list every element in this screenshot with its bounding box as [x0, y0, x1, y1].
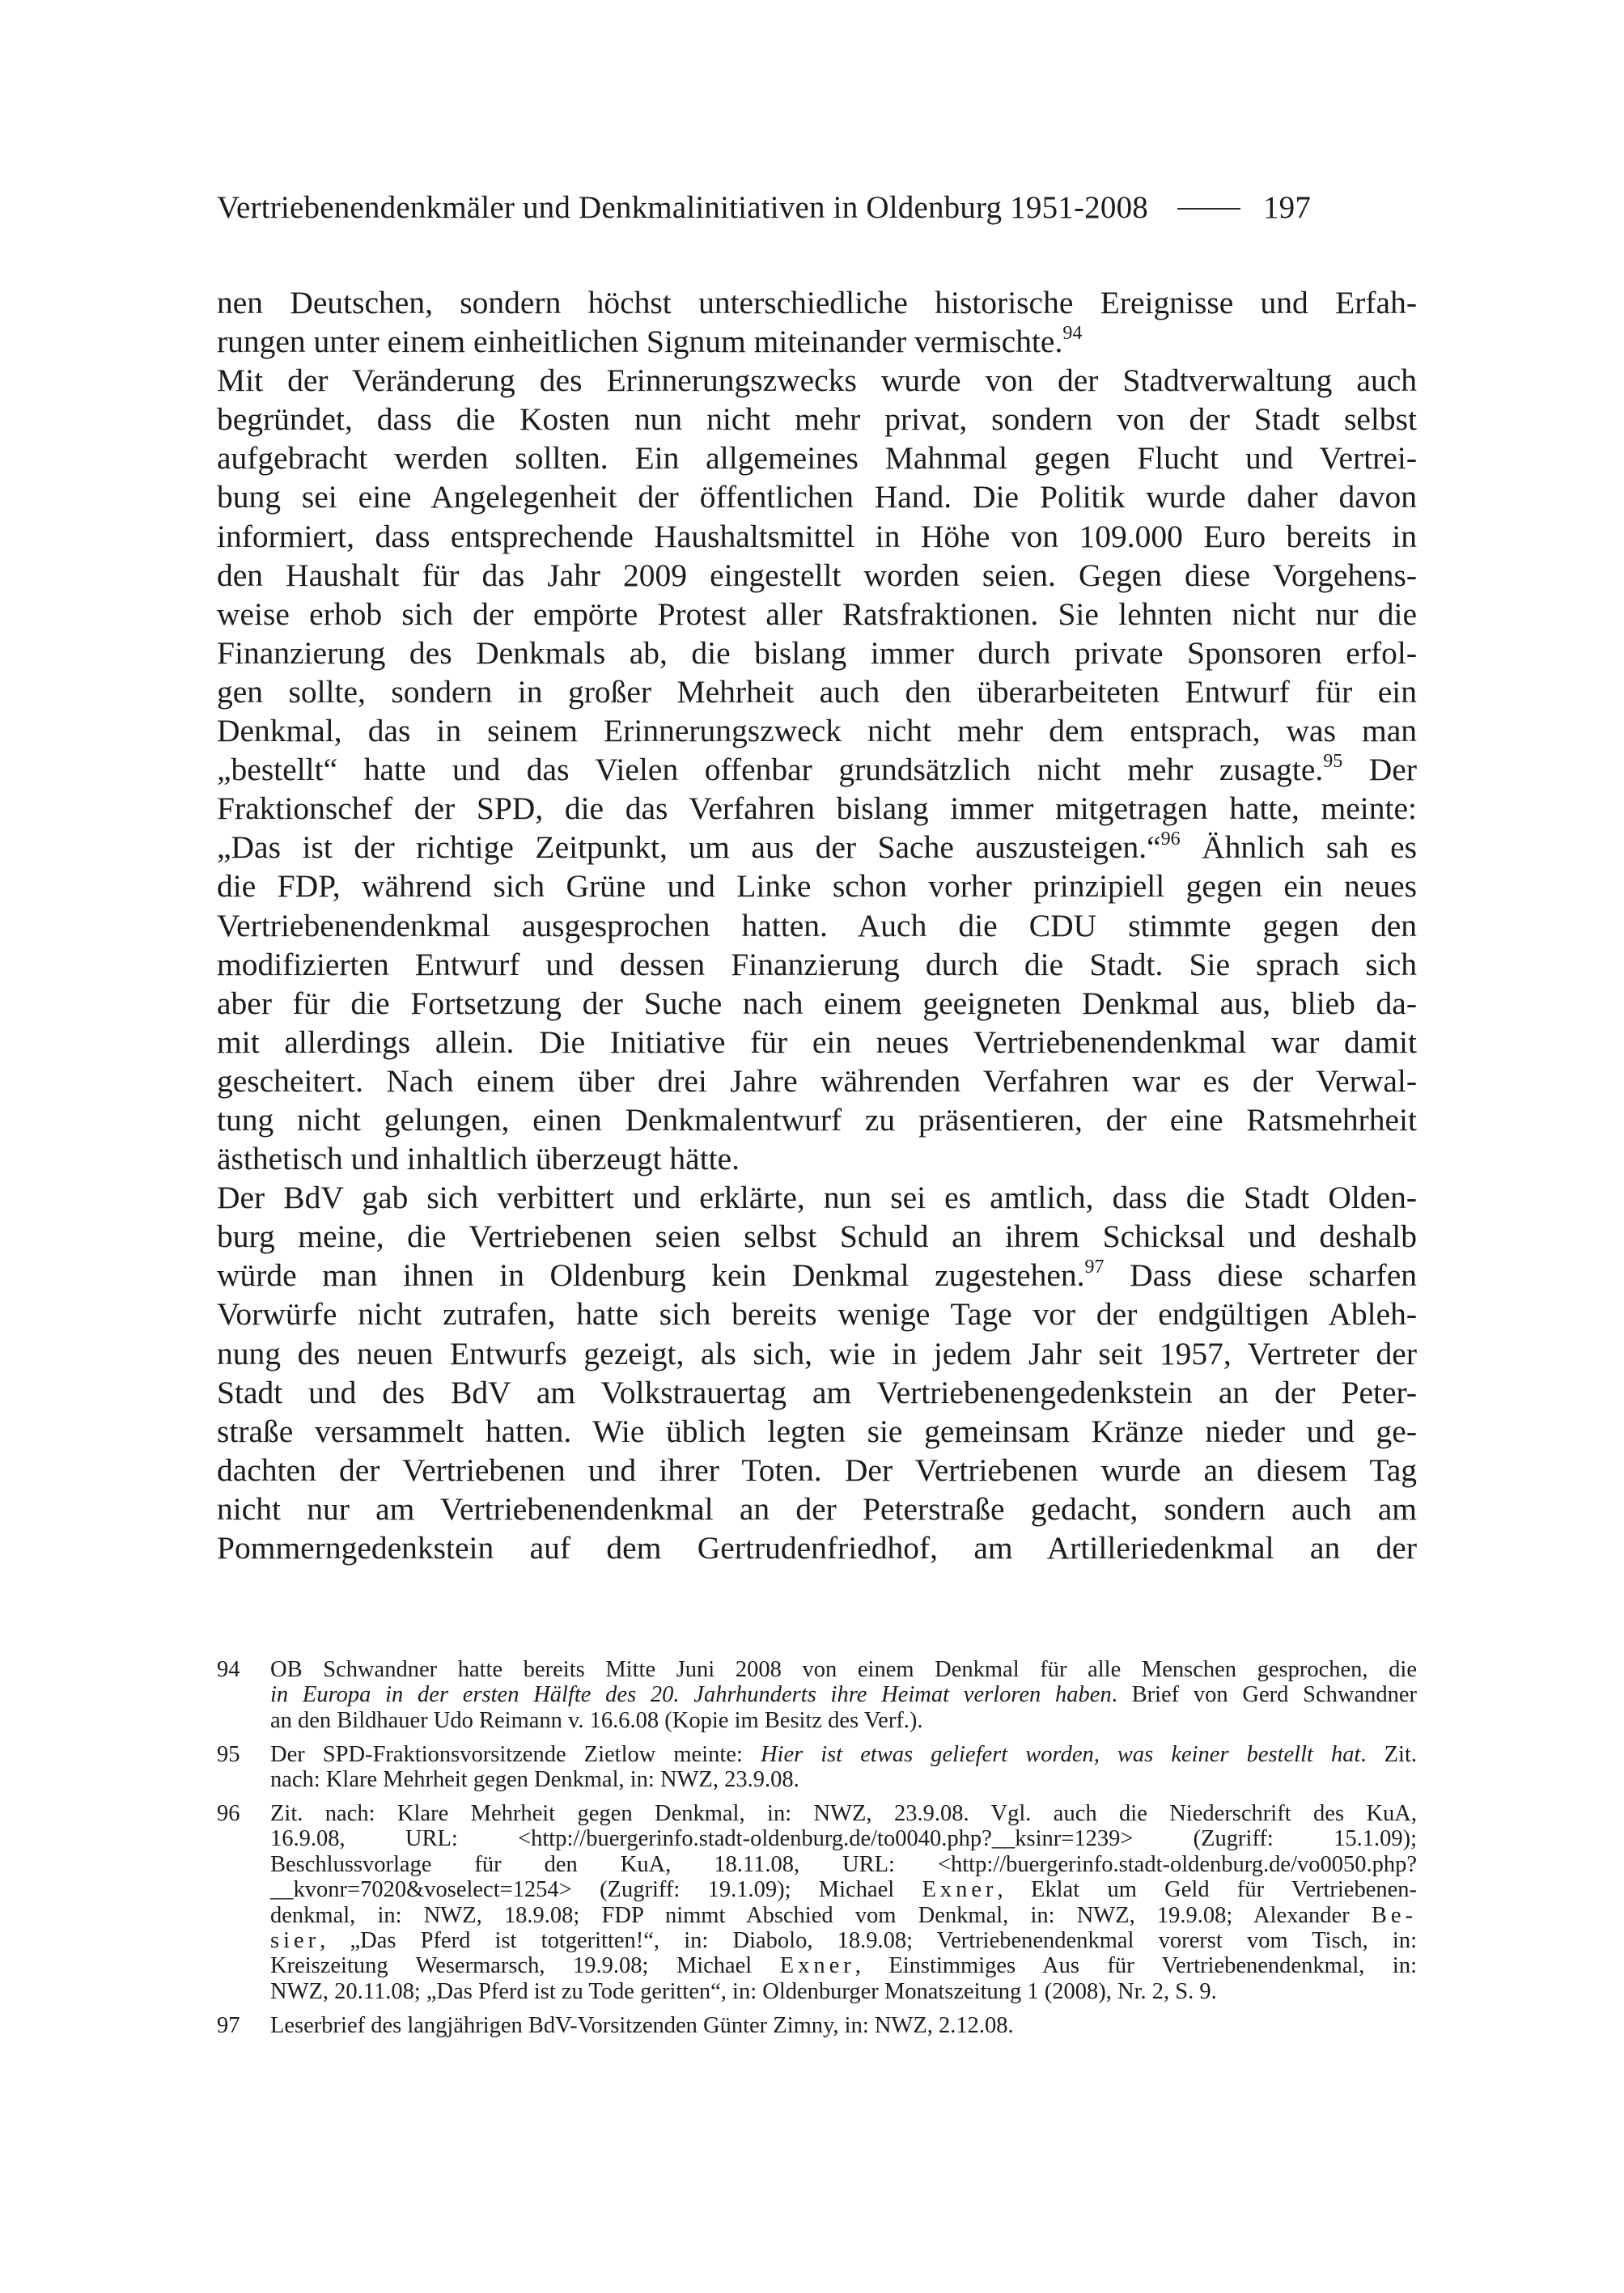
italic-text: in Europa in der ersten Hälfte des 20. Jahrhunderts ihre Heimat verloren haben: [270, 1682, 1112, 1708]
text-line: [217, 1178, 1417, 1217]
text-run: ästhetisch und inhaltlich überzeugt hätte.: [217, 1141, 740, 1177]
text-run: „bestellt“ hatte und das Vielen offenbar grundsätzlich nicht mehr zusagte.: [217, 752, 1324, 788]
text-line: [217, 283, 1417, 322]
text-line: [217, 1373, 1417, 1412]
text-line: [217, 1490, 1417, 1528]
text-run: . Brief von Gerd Schwandner: [1111, 1682, 1418, 1708]
text-line: [217, 1023, 1417, 1062]
text-run: Dass diese scharfen: [1104, 1257, 1417, 1294]
paragraph: [217, 283, 1417, 361]
running-head: [217, 183, 1417, 231]
running-head-title: Vertriebenendenkmäler und Denkmalinitiativen in Oldenburg 1951-2008: [217, 189, 1148, 225]
footnote-line: [270, 1928, 1417, 1953]
footnote-number: 96: [217, 1801, 240, 1827]
author-name: Be-: [1371, 1902, 1417, 1928]
text-run: , „Das Pferd ist totgeritten!“, in: Diabolo, 18.9.08; Vertriebenendenkmal vorerst vom Tisch, in:: [320, 1928, 1417, 1954]
text-line: [217, 477, 1417, 516]
text-line: [217, 634, 1417, 672]
text-line: [217, 867, 1417, 905]
text-run: Kreiszeitung Wesermarsch, 19.9.08; Michael: [270, 1953, 780, 1979]
footnote-line: [270, 1657, 1417, 1682]
paragraph: [217, 361, 1417, 1178]
text-line: [217, 789, 1417, 828]
footnote-line: [270, 1903, 1417, 1928]
author-name: sier: [270, 1928, 320, 1954]
text-run: Der: [1342, 752, 1417, 788]
text-line: [217, 1295, 1417, 1333]
footnote-reference: 95: [1323, 750, 1343, 772]
footnote-reference: 96: [1160, 829, 1181, 850]
text-run: Beschlussvorlage für den KuA, 18.11.08, URL: <http://buergerinfo.stadt-oldenburg.de/vo0050.php?: [270, 1851, 1417, 1877]
text-run: die FDP, während sich Grüne und Linke schon vorher prinzipiell gegen ein neues: [217, 868, 1417, 905]
text-run: aufgebracht werden sollten. Ein allgemeines Mahnmal gegen Flucht und Vertrei-: [217, 440, 1417, 477]
text-line: [217, 750, 1417, 789]
text-run: denkmal, in: NWZ, 18.9.08; FDP nimmt Abschied vom Denkmal, in: NWZ, 19.9.08; Alexander: [270, 1902, 1372, 1928]
page-number: 197: [1262, 189, 1312, 225]
author-name: Exner: [779, 1953, 855, 1979]
footnote-line: [270, 1682, 1417, 1707]
footnote-line: [270, 2013, 1417, 2038]
footnote-line: [270, 1767, 1417, 1792]
text-line: [217, 400, 1417, 439]
text-run: den Haushalt für das Jahr 2009 eingestellt worden seien. Gegen diese Vorgehens-: [217, 557, 1417, 593]
text-run: OB Schwandner hatte bereits Mitte Juni 2008 von einem Denkmal für alle Menschen gesprochen, die: [270, 1657, 1417, 1682]
text-run: , Einstimmiges Aus für Vertriebenendenkmal, in:: [854, 1953, 1417, 1979]
text-run: an den Bildhauer Udo Reimann v. 16.6.08 (Kopie im Besitz des Verf.).: [270, 1707, 923, 1733]
text-run: Der SPD-Fraktionsvorsitzende Zietlow meinte:: [270, 1741, 761, 1767]
text-line: [217, 595, 1417, 634]
text-run: nen Deutschen, sondern höchst unterschiedliche historische Ereignisse und Erfah-: [217, 285, 1417, 320]
text-run: begründet, dass die Kosten nun nicht mehr privat, sondern von der Stadt selbst: [217, 401, 1417, 438]
text-run: NWZ, 20.11.08; „Das Pferd ist zu Tode geritten“, in: Oldenburger Monatszeitung 1 (2008), Nr. 2, S. 9.: [270, 1978, 1217, 2004]
text-line: [217, 984, 1417, 1023]
footnote-text: [270, 1801, 1417, 2004]
text-run: 16.9.08, URL: <http://buergerinfo.stadt-oldenburg.de/to0040.php?__ksinr=1239> (Zugriff: 15.1.09);: [270, 1826, 1417, 1852]
text-run: Zit. nach: Klare Mehrheit gegen Denkmal, in: NWZ, 23.9.08. Vgl. auch die Niederschrift des KuA,: [270, 1801, 1417, 1827]
text-run: Stadt und des BdV am Volkstrauertag am Vertriebenengedenkstein an der Peter-: [217, 1374, 1417, 1410]
text-run: Der BdV gab sich verbittert und erklärte, nun sei es amtlich, dass die Stadt Olden-: [217, 1180, 1417, 1216]
footnote: [217, 1657, 1417, 1733]
text-run: weise erhob sich der empörte Protest aller Ratsfraktionen. Sie lehnten nicht nur die: [217, 596, 1417, 632]
text-run: bung sei eine Angelegenheit der öffentlichen Hand. Die Politik wurde daher davon: [217, 479, 1417, 515]
footnote-line: [270, 1953, 1417, 1978]
text-run: „Das ist der richtige Zeitpunkt, um aus der Sache auszusteigen.“: [217, 829, 1161, 866]
italic-text: Hier ist etwas geliefert worden, was keiner bestellt hat: [760, 1741, 1361, 1767]
footnote: [217, 1801, 1417, 2004]
text-run: informiert, dass entsprechende Haushaltsmittel in Höhe von 109.000 Euro bereits in: [217, 518, 1417, 554]
footnote: [217, 2013, 1417, 2038]
footnote-line: [270, 1801, 1417, 1826]
footnote-line: [270, 1852, 1417, 1877]
text-line: [217, 1217, 1417, 1256]
text-run: dachten der Vertriebenen und ihrer Toten. Der Vertriebenen wurde an diesem Tag: [217, 1452, 1417, 1488]
footnote-reference: 97: [1084, 1257, 1105, 1278]
text-run: Finanzierung des Denkmals ab, die bislang immer durch private Sponsoren erfol-: [217, 634, 1417, 671]
text-run: mit allerdings allein. Die Initiative für ein neues Vertriebenendenkmal war damit: [217, 1024, 1417, 1060]
author-name: Exner: [922, 1877, 998, 1903]
text-run: Fraktionschef der SPD, die das Verfahren bislang immer mitgetragen hatte, meinte:: [217, 790, 1417, 827]
text-run: , Eklat um Geld für Vertriebenen-: [997, 1877, 1417, 1903]
footnote-line: [270, 1826, 1417, 1851]
footnote-line: [270, 1877, 1417, 1902]
text-run: nicht nur am Vertriebenendenkmal an der Peterstraße gedacht, sondern auch am: [217, 1490, 1417, 1527]
text-line: [217, 1256, 1417, 1295]
text-run: Vertriebenendenkmal ausgesprochen hatten. Auch die CDU stimmte gegen den: [217, 907, 1417, 943]
text-line: [217, 556, 1417, 595]
text-line: [217, 517, 1417, 556]
text-run: Vorwürfe nicht zutrafen, hatte sich bereits wenige Tage vor der endgültigen Ableh-: [217, 1296, 1417, 1333]
paragraph: [217, 1178, 1417, 1567]
text-line: [217, 1100, 1417, 1139]
text-run: gescheitert. Nach einem über drei Jahre währenden Verfahren war es der Verwal-: [217, 1062, 1417, 1099]
text-run: Ähnlich sah es: [1180, 829, 1417, 866]
text-line: [217, 1528, 1417, 1567]
footnote-number: 95: [217, 1741, 240, 1767]
text-line: [217, 1412, 1417, 1451]
footnote-text: [270, 1742, 1417, 1793]
text-run: tung nicht gelungen, einen Denkmalentwurf zu präsentieren, der eine Ratsmehrheit: [217, 1101, 1417, 1138]
body-text: [217, 283, 1417, 1567]
text-line: [217, 439, 1417, 477]
text-line: [217, 945, 1417, 984]
text-line: [217, 828, 1417, 867]
text-line: [217, 361, 1417, 400]
footnote-text: [270, 2013, 1417, 2038]
text-line: [217, 906, 1417, 945]
text-line: [217, 1451, 1417, 1490]
text-run: Pommerngedenkstein auf dem Gertrudenfriedhof, am Artilleriedenkmal an der: [217, 1530, 1417, 1566]
footnote-number: 94: [217, 1657, 240, 1682]
text-run: straße versammelt hatten. Wie üblich legten sie gemeinsam Kränze nieder und ge-: [217, 1413, 1417, 1449]
footnote: [217, 1742, 1417, 1793]
text-run: burg meine, die Vertriebenen seien selbst Schuld an ihrem Schicksal und deshalb: [217, 1219, 1417, 1255]
text-run: Leserbrief des langjährigen BdV-Vorsitzenden Günter Zimny, in: NWZ, 2.12.08.: [270, 2012, 1014, 2038]
text-run: gen sollte, sondern in großer Mehrheit auch den überarbeiteten Entwurf für ein: [217, 673, 1417, 710]
text-line: [217, 1139, 1417, 1178]
text-run: Mit der Veränderung des Erinnerungszwecks wurde von der Stadtverwaltung auch: [217, 362, 1417, 399]
text-line: [217, 672, 1417, 711]
footnote-line: [270, 1979, 1417, 2004]
text-line: [217, 711, 1417, 750]
text-run: aber für die Fortsetzung der Suche nach einem geeigneten Denkmal aus, blieb da-: [217, 985, 1417, 1021]
text-run: würde man ihnen in Oldenburg kein Denkmal zugestehen.: [217, 1257, 1085, 1294]
text-run: __kvonr=7020&voselect=1254> (Zugriff: 19.1.09); Michael: [270, 1877, 922, 1903]
footnote-reference: 94: [1062, 322, 1083, 344]
running-head-rule: [1177, 208, 1240, 210]
text-run: rungen unter einem einheitlichen Signum miteinander vermischte.: [217, 324, 1063, 360]
footnote-line: [270, 1742, 1417, 1767]
text-run: nach: Klare Mehrheit gegen Denkmal, in: NWZ, 23.9.08.: [270, 1767, 799, 1793]
footnote-number: 97: [217, 2012, 240, 2038]
text-run: modifizierten Entwurf und dessen Finanzierung durch die Stadt. Sie sprach sich: [217, 946, 1417, 982]
footnote-line: [270, 1708, 1417, 1733]
footnotes: [217, 1657, 1417, 2047]
text-line: [217, 1062, 1417, 1100]
text-run: Denkmal, das in seinem Erinnerungszweck nicht mehr dem entsprach, was man: [217, 713, 1417, 749]
text-line: [217, 322, 1417, 361]
footnote-text: [270, 1657, 1417, 1733]
text-line: [217, 1334, 1417, 1373]
text-run: . Zit.: [1360, 1741, 1417, 1767]
text-run: nung des neuen Entwurfs gezeigt, als sich, wie in jedem Jahr seit 1957, Vertreter der: [217, 1335, 1417, 1371]
